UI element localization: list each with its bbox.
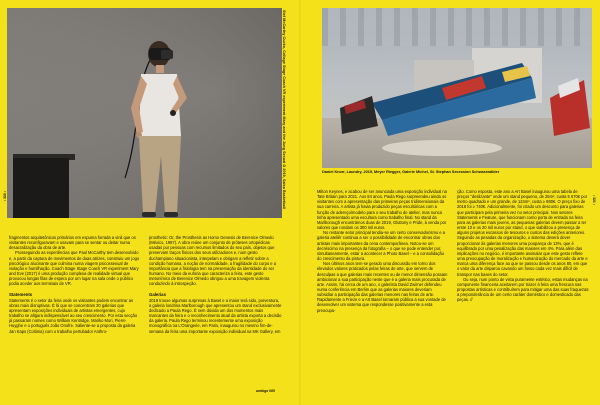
left-column-2	[149, 235, 282, 334]
left-page-number-text: • 320 •	[3, 191, 7, 201]
person-with-vr-headset	[115, 38, 205, 218]
section-heading: Galerias	[149, 291, 166, 297]
right-page-number	[591, 196, 597, 216]
left-photo-caption	[282, 10, 292, 210]
installation-photo	[322, 8, 592, 168]
body-paragraph: Nos últimos anos tem-se gerado uma discussão em torno dos elevados valores praticados pelas feiras de arte, que servem de desculpas a que galerias mais recentes ou de menor dimensão possam ambicionar a sua participação neste que é a galeria mais procurada de arte. Assim, há cerca de um ano, o galerista David Zwirner defendeu numa conferência em Berlim que as galerias maiores deveriam subsidiar a participação das galerias menores nas feiras de arte. Rapidamente a Frieze e a Art Basel tornaram pública a sua vontade de desenvolver um sistema que respondesse positivamente a esta preocupa-	[317, 261, 448, 313]
footer-magazine-name: umbigo 069	[256, 389, 275, 393]
section-heading: Statements	[9, 291, 33, 297]
body-paragraph: No restante setor principal tendia-se um certo conservadorismo e a galeria ateliêr continua a ser o possibilidade de encontrar obras dos artistas mais importantes da cena contemporânea. Notou-se um decréscimo na presença da fotografia – o que se pode entender por, simultaneamente, estar a acontecer a Photo Basel – e a consolidação do crescimento da pintura.	[317, 230, 445, 262]
body-paragraph: 2019 trouxe algumas surpresas à Basel e a maior terá sido, porventura, a galeria londrina Marlborough que apresentou um stand exclusivamente dedicado a Paula Rego. É sem dúvida um dos momentos mais marcantes da feira e o reconhecimento atual da artista exporta a decisão da galeria. Paula Rego terminou recentemente uma exposição monográfica na L'Orangerie, em Paris, inaugurou no mesmo fim-de-semana da feira uma importante exposição individual na MK Gallery, em	[149, 297, 282, 334]
page-fold	[299, 0, 301, 405]
body-paragraph: Statements é o setor da feira onde os visitantes podem encontrar as obras mais disruptivas. É lá que se concentram 20 galerias que apresentam exposições individuais de artistas emergentes, cujo trabalho se afigura indispensável ao seu crescimento. Por esta secção já passaram nomes como William Kentridge, Mariko Mori, Pierre Huyghe e o português João Onofre. Saliente-se a proposta da galeria Jan Kaps (Colónia) com o trabalho pertubador Anthro-	[9, 297, 138, 334]
body-paragraph: Prosseguindo as experiências que Paul McCarthy tem desenvolvido e, a partir da captura de movimentos de duas atrizes, construiu um jogo psicológico alucinante que culmina numa viagem psicossexual de violação e humilhação. Coach Stage Stage Coach VR experiment Mary and Eve (2017) é uma produção complexa de realidade virtual que provocou longas filas de espera por um lugar na sala onde o público podia aceder aos terminais de VR.	[9, 250, 140, 287]
body-paragraph: Milton Keynes, e acabou de ser anunciada uma exposição individual na Tate Britain para 2021. Aos 84 anos, Paula Rego surpreendeu ainda os visitantes com a apresentação das primeiras peças tridimensionais da sua carreira. A artista já havia produzido peças escultóricas com a função de adereço/modelo para o seu trabalho de atelier, mas nunca tinha apresentado uma escultura como trabalho final. No stand da Marlborough encontrámos duas de 2019, Gluttony e Pride, à venda por valores que rondam os 300 mil euros.	[317, 189, 447, 231]
body-paragraph: prosthetic: Or, the Prosthesis as Homo Genesis de Berenice Olmedo (México, 1987). A obra reúne um conjunto de próteses ortopédicas usadas por pessoas com recursos limitados do seu país, objetos que preservam traços físicos dos seus utilizadores e, num gesto duchampiano situacionista, interpelam e obrigam a refletir sobre a condição humana, a noção de normalidade, a fragilidade do corpo e a importância que a fisiologia tem na preservação da identidade do ser humano. No meio da euforia que caracteriza a feira, este gesto metonímico de Berenice Olmedo obrigou a uma travagem violenta conduzindo à introspeção.	[149, 235, 276, 287]
right-page-number-text: • 321 •	[592, 195, 596, 205]
body-paragraph: ção. Como esposta, este ano a Art Basel inaugurou uma tabela de preços "deslizante" onde um stand pequeno, de 25m², custa 5 670€ por metro quadrado e um grande, de 124m², custa ≥ 880€. O preço fixo de 2018 foi ≥ 740€. Adicionalmente, foi criado um desconto para galerias que participam pela primeira vez no setor principal. Nos setores Statements e Feature, que funcionam como porta de entrada na feira para as galerias mais jovens, as pequenas galerias devem passar a ter entre 10 e os 20 mil euros por stand, o que viabilizou a presença de alguns projetos escassos de tesouros e custos das edições anteriores. Seguindo as pesadas da organização, o sistema deverá dever proporcionar às galerias menores uma poupança de 13%, que é equilibrado por uma penalização das maiores em 4%. Para além das implicações no negócio, é importante assinalar que este gesto reflete uma preocupação de moralização e humanização do mercado da arte e marca uma diferença face ao que se passou desde os anos 80, em que o valor da arte disparou cavando um fosso cada vez mais difícil de transpor nas bases do setor.	[457, 189, 588, 277]
right-column-2	[457, 189, 590, 302]
installation-objects	[322, 8, 592, 168]
right-column-1	[317, 189, 448, 313]
body-paragraph: Ou seja, num ponto de vista puramente estético, estas mudanças na componente financeira aceitarem por trazer à feira uma frescura nas propostas artísticas e contribuírem para mitigar uma das suas fraquezas: a preponderância de um certo caráter doméstico e domesticado das peças. //	[457, 276, 590, 303]
right-photo-caption: Daniel Knorr, Laundry, 2019, Meyer Riegger, Galerie Michel, St. Stephan Secession Schwarzwälder	[322, 170, 500, 174]
body-paragraph: fragmentos arquitetônicos primários em espuma forrada a vinil que os visitantes reconfiguravam e usavam para se sentar ou deitar numa desacralização da obra de arte.	[9, 235, 136, 251]
vr-experiment-photo	[7, 8, 282, 218]
left-photo-caption-text: Stef McCarthy Cucko, Collage Stage Coach VR experiment Mary and the Jung Sexual G 2019, Salsa Basketball	[282, 10, 286, 209]
left-column-1	[9, 235, 140, 334]
black-pedestal	[13, 158, 69, 218]
left-page-number	[2, 191, 8, 216]
